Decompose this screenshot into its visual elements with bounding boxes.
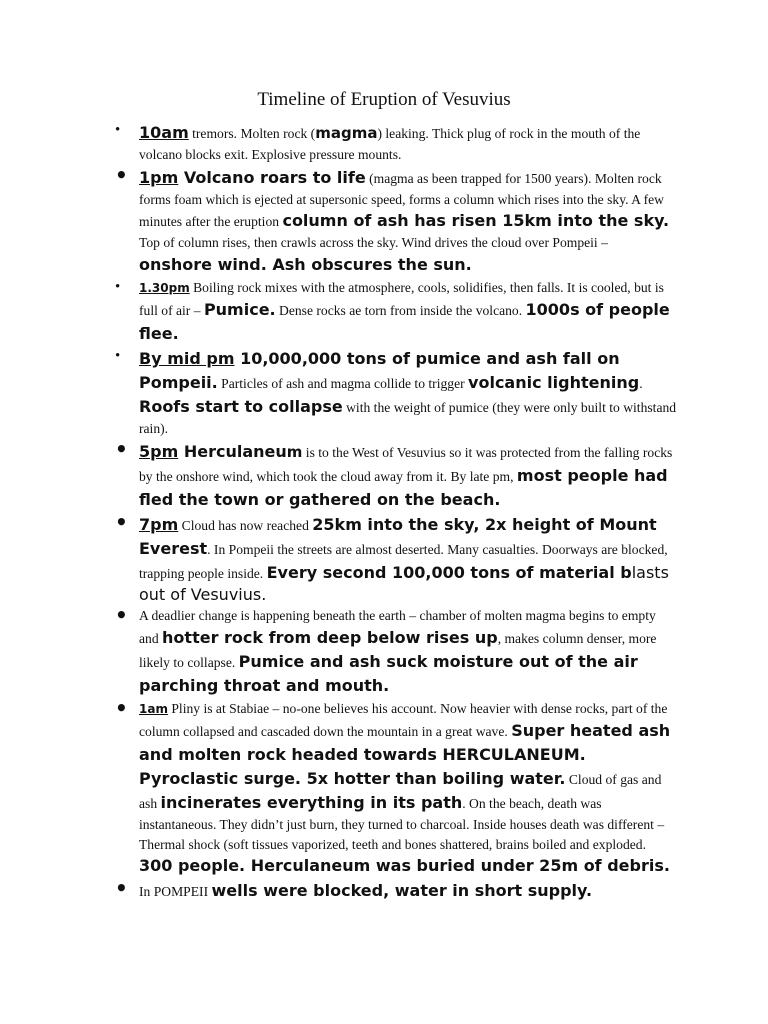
bullet-icon: • [115,162,128,187]
timeline-entry-1pm [0,162,768,277]
entry-text: Cloud of gas and ash [139,772,662,811]
entry-emphasis: 300 people. Herculaneum was buried under 25m of debris. [139,856,670,875]
timeline-entry-1-30pm [0,278,768,347]
entry-emphasis: wells were blocked, water in short supply. [211,881,593,900]
entry-text: ) leaking. Thick plug of rock in the mouth of the volcano blocks exit. Explosive pressure mounts. [139,126,641,162]
entry-emphasis: Herculaneu [178,441,287,461]
entry-emphasis: 10,000,000 tons of pumice and ash fall on Pompeii. [139,349,620,392]
timeline-entry-deadlier-change [0,603,768,698]
entry-text: Cloud has now reached [178,517,313,533]
entry-emphasis: volcanic lightening [468,373,640,392]
bullet-icon: • [115,876,128,900]
entry-emphasis: Volcano roars to life [178,167,366,187]
entry-text: . In Pompeii the streets are almost deserted. Many casualties. Doorways are blocked, trapping people inside. [139,541,668,581]
entry-text: (magma as been trapped for 1500 years). Molten rock forms foam which is ejected at supersonic speed, forms a column which rises into the sky. A few minutes after the eruption [139,170,664,229]
entry-emphasis: hotter rock from deep below rises up [162,627,498,647]
entry-emphasis: Roofs start to collapse [139,397,343,416]
bullet-icon: • [115,436,128,461]
entry-time: 1.30pm [139,280,190,295]
entry-text: A deadlier change is happening beneath the earth – chamber of molten magma begins to empty and [139,608,656,646]
entry-emphasis: incinerates everything in its path [160,793,463,812]
entry-emphasis: Super heated ash and molten rock headed towards HERCULANEUM. Pyroclastic surge. 5x hotter than boiling water. [139,721,671,788]
timeline-entry-mid-pm [0,347,768,439]
entry-emphasis: 1000s of people flee. [139,300,670,343]
entry-emphasis: most people had fled the town or gathered on the beach. [139,465,668,509]
entry-emphasis: column of ash has risen 15km into the sky. [282,211,670,230]
entry-text: Top of column rises, then crawls across the sky. Wind drives the cloud over Pompeii – [139,235,608,250]
entry-text: is to the West of Vesuvius so it was protected from the falling rocks by the onshore wind, which took the cloud away from it. By late pm, [139,444,673,484]
entry-emphasis: m [286,442,303,461]
timeline-list [0,121,768,904]
bullet-icon: • [115,348,121,364]
entry-text: with the weight of pumice (they were only built to withstand rain). [139,400,677,436]
entry-text: Dense rocks ae torn from inside the volcano. [275,303,526,318]
document-title: Timeline of Eruption of Vesuvius [257,89,511,110]
timeline-entry-7pm [0,509,768,606]
entry-text: Particles of ash and magma collide to trigger [217,376,469,391]
entry-text: Pliny is at Stabiae – no-one believes his account. Now heavier with dense rocks, part of the column collapsed and cascaded down the mountain in a great wave. [139,700,668,739]
timeline-entry-pompeii-wells [0,876,768,903]
entry-emphasis: 25km into the sky, 2x height of Mount Everest [139,514,657,558]
entry-text: In POMPEII [139,884,212,899]
entry-time: 7pm [139,514,179,534]
entry-text: Boiling rock mixes with the atmosphere, cools, solidifies, then falls. It is cooled, but is full of air – [139,279,664,318]
entry-time: 5pm [139,441,179,461]
entry-time: 10am [139,123,189,142]
bullet-icon: • [115,695,128,720]
bullet-icon: • [115,122,121,138]
entry-time: 1pm [139,167,179,187]
timeline-entry-1am [0,695,768,879]
timeline-entry-5pm [0,436,768,512]
entry-text: lasts out of Vesuvius. [139,562,669,604]
entry-text: , makes column denser, more likely to collapse. [139,630,657,670]
entry-text: . On the beach, death was instantaneous. They didn’t just burn, they turned to charcoal. Inside houses death was different – Thermal shock (soft tissues vaporized, teeth and bones shattered, brains boiled and exploded. [139,796,665,852]
entry-emphasis: magma [315,124,378,142]
entry-emphasis: Every second 100,000 tons of material b [266,562,632,582]
bullet-icon: • [115,509,128,534]
bullet-icon: • [115,278,121,295]
entry-emphasis: Pumice. [203,300,276,319]
entry-text: tremors. Molten rock ( [188,126,316,141]
entry-emphasis: Pumice and ash suck moisture out of the air parching throat and mouth. [139,651,638,695]
timeline-entry-10am [0,121,768,165]
entry-text: . [639,376,643,391]
entry-emphasis: onshore wind. Ash obscures the sun. [139,254,472,274]
entry-time: 1am [139,701,168,716]
bullet-icon: • [115,603,128,627]
entry-time: By mid pm [139,349,235,368]
